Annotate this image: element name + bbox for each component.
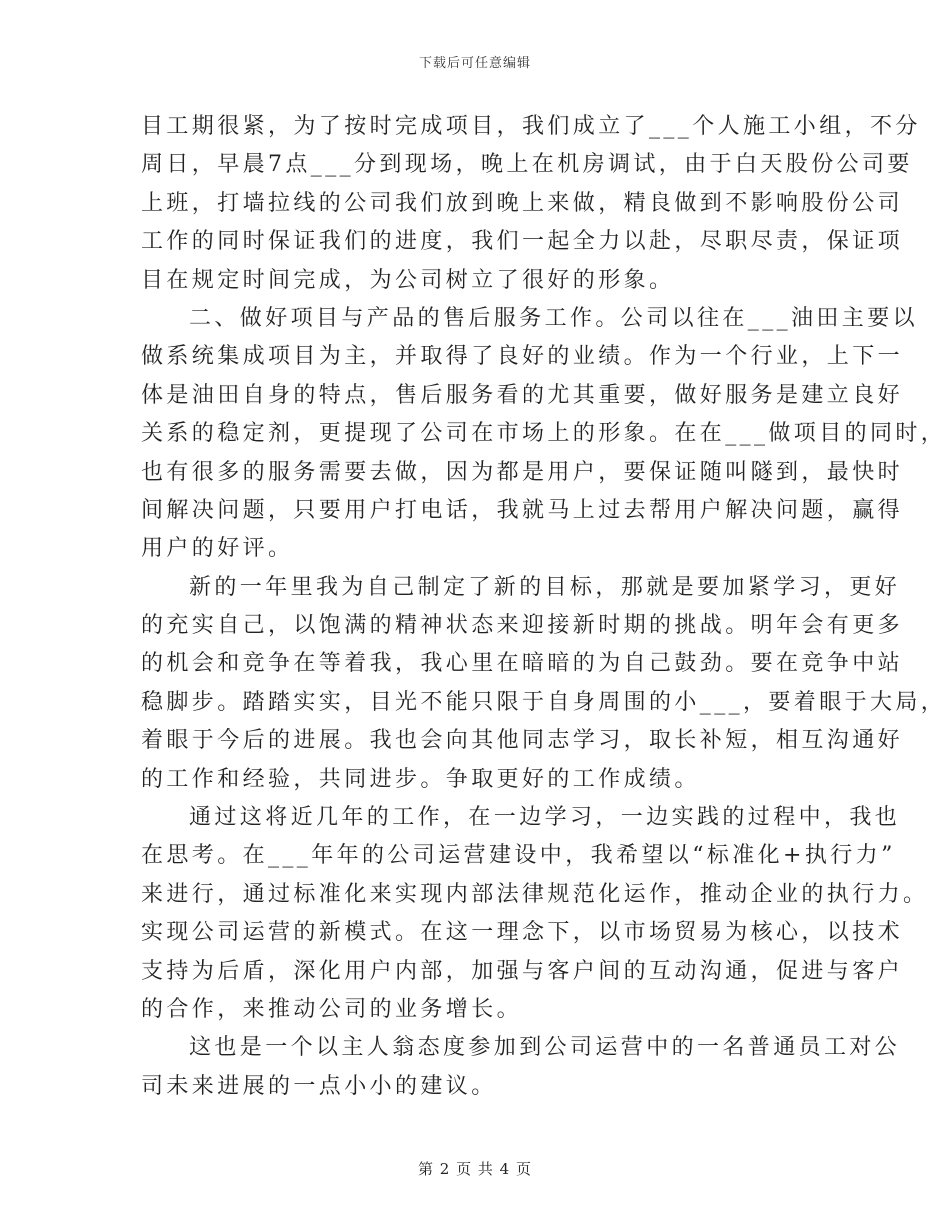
text-line: 也有很多的服务需要去做，因为都是用户，要保证随叫隧到，最快时	[141, 459, 904, 485]
paragraph-start-line: 新的一年里我为自己制定了新的目标，那就是要加紧学习，更好	[189, 574, 901, 600]
text-line: 目在规定时间完成，为公司树立了很好的形象。	[141, 267, 675, 293]
text-line: 司未来进展的一点小小的建议。	[141, 1073, 497, 1099]
page-header: 下载后可任意编辑	[418, 56, 531, 71]
paragraph-start-line: 这也是一个以主人翁态度参加到公司运营中的一名普通员工对公	[189, 1035, 901, 1061]
text-line: 做系统集成项目为主，并取得了良好的业绩。作为一个行业，上下一	[141, 344, 904, 370]
text-line: 来进行，通过标准化来实现内部法律规范化运作，推动企业的执行力。	[141, 881, 929, 907]
text-line: 实现公司运营的新模式。在这一理念下，以市场贸易为核心，以技术	[141, 920, 904, 946]
document-body	[141, 108, 947, 1106]
text-line: 关系的稳定剂，更提现了公司在市场上的形象。在在___做项目的同时，	[141, 421, 947, 447]
text-line: 用户的好评。	[141, 536, 294, 562]
text-line: 在思考。在___年年的公司运营建设中，我希望以“标准化+执行力”	[141, 843, 896, 869]
text-line: 着眼于今后的进展。我也会向其他同志学习，取长补短，相互沟通好	[141, 728, 904, 754]
paragraph-start-line: 通过这将近几年的工作，在一边学习，一边实践的过程中，我也	[189, 805, 901, 831]
text-line: 的机会和竞争在等着我，我心里在暗暗的为自己鼓劲。要在竞争中站	[141, 651, 904, 677]
text-line: 工作的同时保证我们的进度，我们一起全力以赴，尽职尽责，保证项	[141, 229, 904, 255]
text-line: 稳脚步。踏踏实实，目光不能只限于自身周围的小___，要着眼于大局，	[141, 689, 947, 715]
text-line: 间解决问题，只要用户打电话，我就马上过去帮用户解决问题，赢得	[141, 497, 904, 523]
text-line: 支持为后盾，深化用户内部，加强与客户间的互动沟通，促进与客户	[141, 958, 904, 984]
text-line: 体是油田自身的特点，售后服务看的尤其重要，做好服务是建立良好	[141, 382, 904, 408]
paragraph-start-line: 二、做好项目与产品的售后服务工作。公司以往在___油田主要以	[189, 305, 919, 331]
text-line: 的充实自己，以饱满的精神状态来迎接新时期的挑战。明年会有更多	[141, 613, 904, 639]
text-line: 的合作，来推动公司的业务增长。	[141, 996, 523, 1022]
text-line: 的工作和经验，共同进步。争取更好的工作成绩。	[141, 766, 700, 792]
text-line: 周日，早晨7点___分到现场，晚上在机房调试，由于白天股份公司要	[141, 152, 913, 178]
text-line: 目工期很紧，为了按时完成项目，我们成立了___个人施工小组，不分	[141, 114, 921, 139]
page-footer: 第 2 页 共 4 页	[418, 1160, 532, 1178]
text-line: 上班，打墙拉线的公司我们放到晚上来做，精良做到不影响股份公司	[141, 190, 904, 216]
